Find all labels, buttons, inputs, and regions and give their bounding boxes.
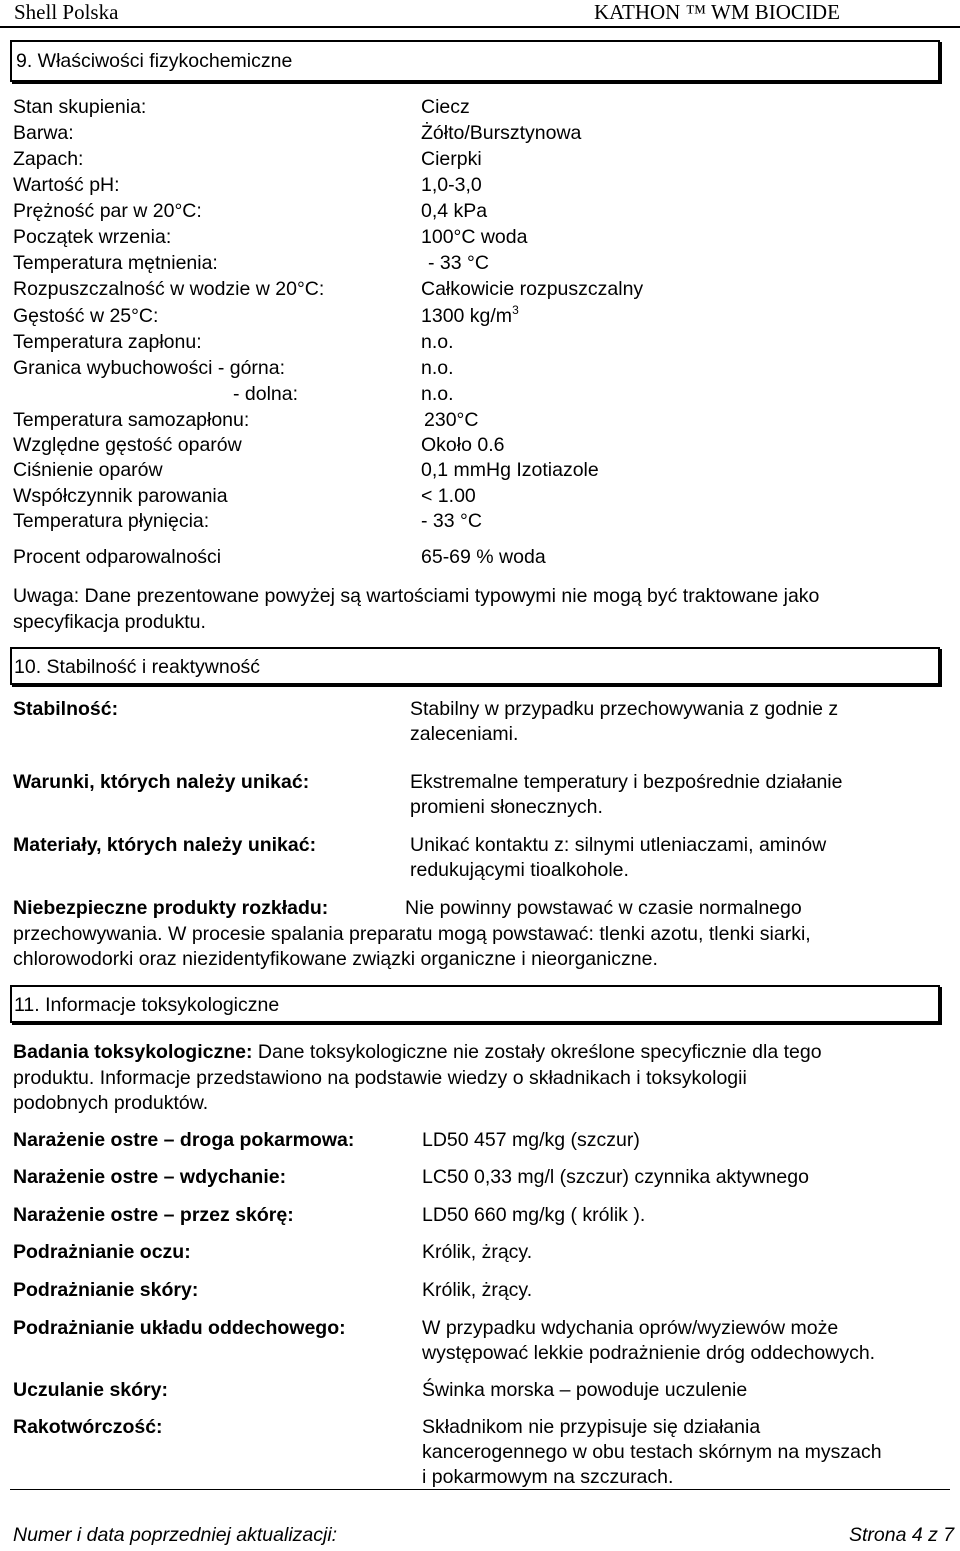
property-value: Żółto/Bursztynowa [421, 122, 582, 144]
tox-value-respiratory-cont: występować lekkie podrażnienie dróg oddechowych. [422, 1342, 876, 1364]
property-label: Barwa: [13, 122, 74, 144]
property-value: Około 0.6 [421, 434, 505, 456]
section-9-title: 9. Właściwości fizykochemiczne [16, 50, 293, 72]
tox-value-eye: Królik, żrący. [422, 1241, 533, 1263]
materials-to-avoid-value-cont: redukującymi tioalkohole. [410, 859, 629, 881]
tox-value-sensitisation: Świnka morska – powoduje uczulenie [422, 1379, 748, 1401]
property-value: 100°C woda [421, 226, 528, 248]
header-product: KATHON ™ WM BIOCIDE [594, 0, 840, 24]
tox-label-sensitisation: Uczulanie skóry: [13, 1379, 168, 1401]
tox-value-carcinogenicity-cont: kancerogennego w obu testach skórnym na myszach [422, 1441, 882, 1463]
property-value: 65-69 % woda [421, 546, 546, 568]
property-label: Gęstość w 25°C: [13, 305, 159, 327]
property-value: - 33 °C [421, 510, 482, 532]
tox-value-dermal: LD50 660 mg/kg ( królik ). [422, 1204, 646, 1226]
conditions-to-avoid-label: Warunki, których należy unikać: [13, 771, 310, 793]
property-value: - 33 °C [428, 252, 489, 274]
property-label: Ciśnienie oparów [13, 459, 163, 481]
section-11-title: 11. Informacje toksykologiczne [14, 994, 280, 1016]
tox-label-oral: Narażenie ostre – droga pokarmowa: [13, 1129, 355, 1151]
property-label: Temperatura samozapłonu: [13, 409, 250, 431]
toxicology-intro-text: Dane toksykologiczne nie zostały określone specyficznie dla tego [252, 1041, 822, 1063]
decomposition-value-cont: chlorowodorki oraz niezidentyfikowane związki organiczne i nieorganiczne. [13, 948, 658, 970]
property-value: Całkowicie rozpuszczalny [421, 278, 644, 300]
property-label: Procent odparowalności [13, 546, 222, 568]
property-value: n.o. [421, 331, 454, 353]
property-value: Cierpki [421, 148, 482, 170]
property-label: Rozpuszczalność w wodzie w 20°C: [13, 278, 325, 300]
property-label: Prężność par w 20°C: [13, 200, 202, 222]
stability-label: Stabilność: [13, 698, 119, 720]
property-label: Temperatura zapłonu: [13, 331, 202, 353]
property-label: Granica wybuchowości - górna: [13, 357, 286, 379]
header-company: Shell Polska [14, 0, 119, 24]
conditions-to-avoid-value-cont: promieni słonecznych. [410, 796, 603, 818]
toxicology-intro-label: Badania toksykologiczne: [13, 1041, 253, 1063]
section-9-note: Uwaga: Dane prezentowane powyżej są wartościami typowymi nie mogą być traktowane jako [13, 585, 820, 607]
toxicology-intro-cont: podobnych produktów. [13, 1092, 209, 1114]
tox-label-dermal: Narażenie ostre – przez skórę: [13, 1204, 294, 1226]
property-label: Względne gęstość oparów [13, 434, 242, 456]
tox-value-carcinogenicity: Składnikom nie przypisuje się działania [422, 1416, 761, 1438]
section-10-title: 10. Stabilność i reaktywność [14, 656, 261, 678]
section-9-note-cont: specyfikacja produktu. [13, 611, 206, 633]
materials-to-avoid-label: Materiały, których należy unikać: [13, 834, 317, 856]
toxicology-intro-cont: produktu. Informacje przedstawiono na podstawie wiedzy o składnikach i toksykologii [13, 1067, 747, 1089]
superscript: 3 [512, 303, 519, 317]
tox-label-eye: Podrażnianie oczu: [13, 1241, 191, 1263]
tox-label-skin: Podrażnianie skóry: [13, 1279, 199, 1301]
property-value: 0,4 kPa [421, 200, 488, 222]
property-label: Zapach: [13, 148, 84, 170]
toxicology-intro [13, 1043, 822, 1063]
property-label: Współczynnik parowania [13, 485, 228, 507]
tox-label-carcinogenicity: Rakotwórczość: [13, 1416, 163, 1438]
property-label: Temperatura mętnienia: [13, 252, 218, 274]
tox-label-respiratory: Podrażnianie układu oddechowego: [13, 1317, 346, 1339]
property-label: Stan skupienia: [13, 96, 147, 118]
footer-revision: Numer i data poprzedniej aktualizacji: [13, 1524, 338, 1546]
tox-value-inhalation: LC50 0,33 mg/l (szczur) czynnika aktywnego [422, 1166, 809, 1188]
property-value: 1300 $kg/m^3$ [421, 303, 519, 327]
materials-to-avoid-value: Unikać kontaktu z: silnymi utleniaczami, aminów [410, 834, 827, 856]
header-divider [0, 26, 960, 28]
property-label: - dolna: [233, 383, 299, 405]
property-value: 1,0-3,0 [421, 174, 482, 196]
property-label: Początek wrzenia: [13, 226, 172, 248]
property-label: Wartość pH: [13, 174, 120, 196]
property-value: 230°C [424, 409, 479, 431]
tox-value-oral: LD50 457 mg/kg (szczur) [422, 1129, 640, 1151]
property-label: Temperatura płynięcia: [13, 510, 210, 532]
decomposition-label: Niebezpieczne produkty rozkładu: [13, 897, 329, 919]
stability-value: Stabilny w przypadku przechowywania z godnie z [410, 698, 839, 720]
property-value: n.o. [421, 357, 454, 379]
tox-value-respiratory: W przypadku wdychania oprów/wyziewów może [422, 1317, 839, 1339]
tox-value-carcinogenicity-cont: i pokarmowym na szczurach. [422, 1466, 674, 1488]
stability-value-cont: zaleceniami. [410, 723, 519, 745]
tox-label-inhalation: Narażenie ostre – wdychanie: [13, 1166, 287, 1188]
conditions-to-avoid-value: Ekstremalne temperatury i bezpośrednie działanie [410, 771, 843, 793]
property-value: < 1.00 [421, 485, 476, 507]
footer-divider [10, 1489, 950, 1490]
property-value: Ciecz [421, 96, 470, 118]
footer-page-number: Strona 4 z 7 [849, 1524, 955, 1546]
property-value: n.o. [421, 383, 454, 405]
decomposition-value-cont: przechowywania. W procesie spalania preparatu mogą powstawać: tlenki azotu, tlenki siarki, [13, 923, 811, 945]
decomposition-value: Nie powinny powstawać w czasie normalnego [405, 897, 802, 919]
property-value: 0,1 mmHg Izotiazole [421, 459, 599, 481]
tox-value-skin: Królik, żrący. [422, 1279, 533, 1301]
